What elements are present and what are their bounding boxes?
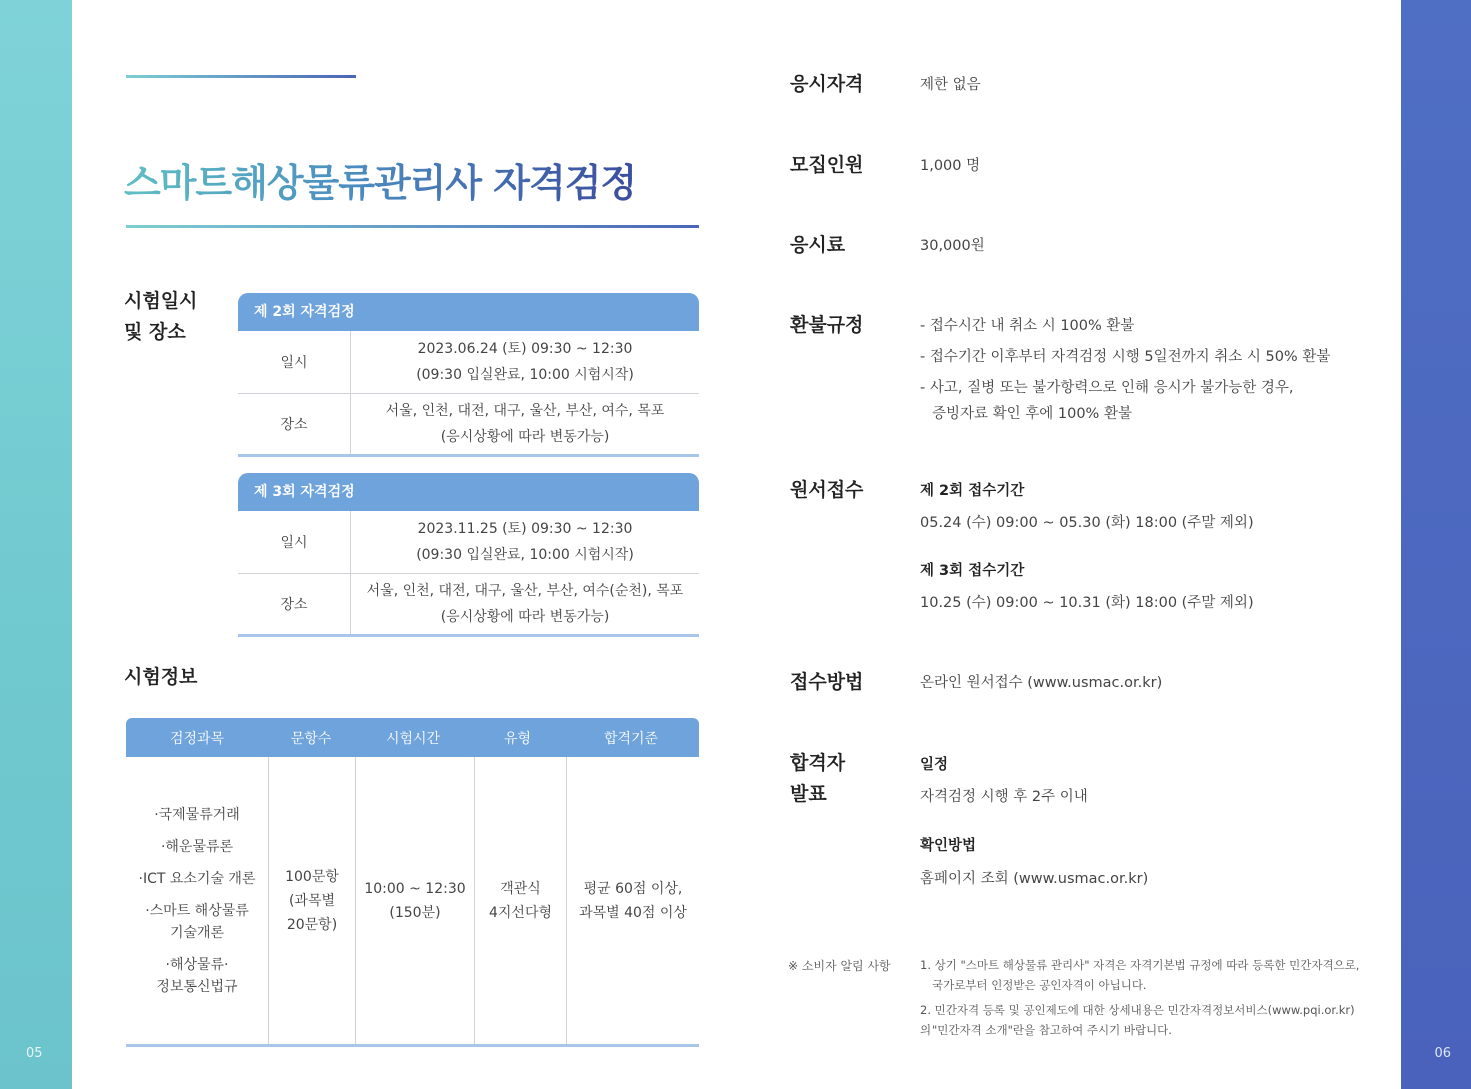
exam-info-label: 시험정보: [124, 666, 198, 688]
application-round2-title: 제 2회 접수기간: [920, 483, 1025, 499]
subject-item: ·국제물류거래: [154, 806, 240, 823]
exam-info-body: [126, 757, 699, 1047]
round3-schedule-table: [238, 473, 699, 637]
fee-value: 30,000원: [920, 238, 985, 254]
round2-place-line1: 서울, 인천, 대전, 대구, 울산, 부산, 여수, 목포: [385, 403, 665, 419]
header-subject: 검정과목: [169, 730, 225, 747]
subject-item: ·해상물류·: [165, 956, 229, 973]
subject-item-cont: 정보통신법규: [156, 978, 238, 995]
header-time: 시험시간: [385, 730, 441, 747]
round3-place-line2: (응시상황에 따라 변동가능): [440, 609, 610, 625]
application-label: 원서접수: [790, 479, 864, 501]
round2-place-label: 장소: [238, 394, 351, 454]
left-side-band: [0, 0, 72, 1089]
round2-place-value: [351, 394, 699, 454]
announce-check-title: 확인방법: [920, 838, 977, 854]
exam-info-header: [126, 718, 699, 757]
round3-date-line2: (09:30 입실완료, 10:00 시험시작): [416, 547, 634, 563]
announce-label: [790, 748, 845, 810]
method-value: 온라인 원서접수 (www.usmac.or.kr): [920, 675, 1163, 691]
criteria-line: 과목별 40점 이상: [579, 904, 687, 921]
round3-place-row: [238, 574, 699, 637]
round3-date-row: [238, 511, 699, 574]
count-line: (과목별: [288, 892, 336, 909]
announce-schedule-title: 일정: [920, 757, 949, 773]
time-line: 10:00 ~ 12:30: [364, 880, 466, 897]
capacity-value: 1,000 명: [920, 158, 981, 174]
count-cell: [269, 757, 356, 1044]
notice-item-1-cont: 국가로부터 인정받은 공인자격이 아닙니다.: [932, 978, 1147, 992]
round3-date-line1: 2023.11.25 (토) 09:30 ~ 12:30: [417, 521, 633, 537]
notice-item-1: 1. 상기 "스마트 해상물류 관리사" 자격은 자격기본법 규정에 따라 등록한 민간자격으로,: [920, 958, 1360, 972]
round2-date-line1: 2023.06.24 (토) 09:30 ~ 12:30: [417, 341, 633, 357]
header-type: 유형: [503, 730, 532, 747]
schedule-label-line1: 시험일시: [124, 290, 198, 312]
subjects-cell: [126, 757, 269, 1044]
time-cell: [356, 757, 475, 1044]
round3-place-line1: 서울, 인천, 대전, 대구, 울산, 부산, 여수(순천), 목포: [366, 583, 684, 599]
refund-line: 증빙자료 확인 후에 100% 환불: [932, 406, 1132, 422]
schedule-label-line2: 및 장소: [124, 321, 186, 343]
criteria-cell: [567, 757, 699, 1044]
refund-line: - 접수기간 이후부터 자격검정 시행 5일전까지 취소 시 50% 환불: [920, 349, 1331, 365]
refund-line: - 접수시간 내 취소 시 100% 환불: [920, 318, 1135, 334]
subject-item: ·ICT 요소기술 개론: [138, 870, 256, 887]
right-side-band: [1401, 0, 1471, 1089]
notice-item-2-cont: "민간자격 소개"란을 참고하여 주시기 바랍니다.: [932, 1023, 1172, 1037]
exam-info-table: [126, 718, 699, 1047]
application-round2-period: 05.24 (수) 09:00 ~ 05.30 (화) 18:00 (주말 제외): [920, 515, 1254, 531]
application-round3-title: 제 3회 접수기간: [920, 563, 1025, 579]
subject-item-cont: 기술개론: [169, 924, 225, 941]
announce-check-value: 홈페이지 조회 (www.usmac.or.kr): [920, 871, 1149, 887]
time-line: (150분): [389, 904, 441, 921]
round2-place-line2: (응시상황에 따라 변동가능): [440, 429, 610, 445]
capacity-label: 모집인원: [790, 154, 864, 176]
type-line: 객관식: [500, 880, 541, 897]
round2-date-label: 일시: [238, 331, 351, 393]
header-count: 문항수: [290, 730, 332, 747]
round2-date-line2: (09:30 입실완료, 10:00 시험시작): [416, 367, 634, 383]
title-underline: [126, 225, 699, 228]
round3-date-label: 일시: [238, 511, 351, 573]
application-round3-period: 10.25 (수) 09:00 ~ 10.31 (화) 18:00 (주말 제외): [920, 595, 1254, 611]
refund-label: 환불규정: [790, 314, 864, 336]
round2-date-row: [238, 331, 699, 394]
header-criteria: 합격기준: [603, 730, 659, 747]
subject-item: ·해운물류론: [160, 838, 234, 855]
schedule-section-label: [124, 286, 197, 348]
count-line: 100문항: [285, 868, 339, 885]
type-cell: [475, 757, 567, 1044]
round2-date-value: [351, 331, 699, 393]
page-number-left: 05: [26, 1046, 43, 1061]
page-number-right: 06: [1434, 1046, 1451, 1061]
subject-item: ·스마트 해상물류: [145, 902, 249, 919]
round3-header: 제 3회 자격검정: [238, 473, 699, 511]
type-line: 4지선다형: [488, 904, 552, 921]
eligibility-value: 제한 없음: [920, 77, 981, 93]
round2-schedule-table: [238, 293, 699, 457]
eligibility-label: 응시자격: [790, 73, 864, 95]
page-title: 스마트해상물류관리사 자격검정: [124, 152, 636, 207]
announce-label-line2: 발표: [790, 783, 827, 805]
notice-label: ※ 소비자 알림 사항: [788, 959, 891, 973]
refund-line: - 사고, 질병 또는 불가항력으로 인해 응시가 불가능한 경우,: [920, 380, 1294, 396]
notice-item-2: 2. 민간자격 등록 및 공인제도에 대한 상세내용은 민간자격정보서비스(www.pqi.or.kr)의: [920, 1003, 1355, 1037]
fee-label: 응시료: [790, 234, 846, 256]
announce-schedule-value: 자격검정 시행 후 2주 이내: [920, 789, 1088, 805]
announce-label-line1: 합격자: [790, 752, 846, 774]
round3-date-value: [351, 511, 699, 573]
round2-place-row: [238, 394, 699, 457]
criteria-line: 평균 60점 이상,: [583, 880, 683, 897]
top-accent-line: [126, 75, 356, 78]
round3-place-value: [351, 574, 699, 634]
method-label: 접수방법: [790, 671, 864, 693]
count-line: 20문항): [286, 916, 338, 933]
round2-header: 제 2회 자격검정: [238, 293, 699, 331]
round3-place-label: 장소: [238, 574, 351, 634]
